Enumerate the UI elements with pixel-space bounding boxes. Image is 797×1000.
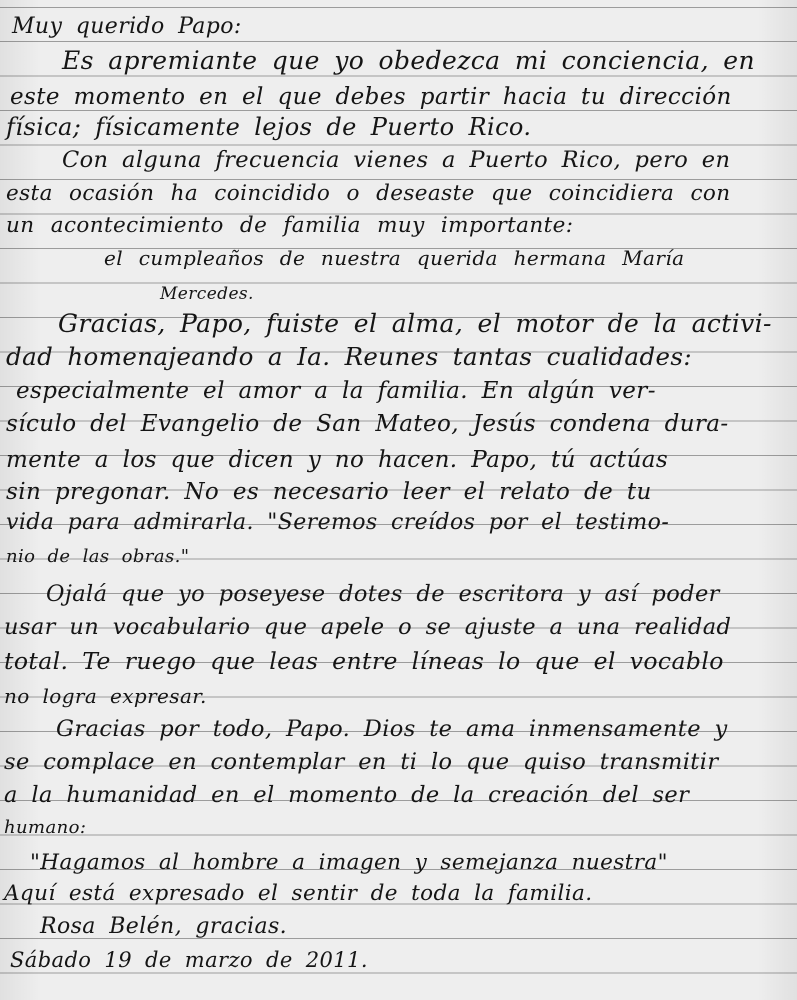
letter-line: Gracias, Papo, fuiste el alma, el motor de la activi- <box>58 309 772 338</box>
letter-line: Aquí está expresado el sentir de toda la familia. <box>4 881 593 906</box>
letter-line: usar un vocabulario que apele o se ajuste a una realidad <box>4 614 732 640</box>
letter-line: esta ocasión ha coincidido o deseaste que coincidiera con <box>6 181 731 206</box>
letter-line: Gracias por todo, Papo. Dios te ama inmensamente y <box>56 716 728 742</box>
letter-line: este momento en el que debes partir hacia tu dirección <box>10 84 732 110</box>
letter-line: un acontecimiento de familia muy importante: <box>6 213 574 238</box>
letter-line: nio de las obras." <box>6 546 190 567</box>
letter-line: se complace en contemplar en ti lo que quiso transmitir <box>4 749 719 775</box>
letter-line: Mercedes. <box>160 284 254 304</box>
letter-line: sin pregonar. No es necesario leer el relato de tu <box>6 479 652 505</box>
letter-date: Sábado 19 de marzo de 2011. <box>10 948 368 972</box>
letter-line: Ojalá que yo poseyese dotes de escritora y así poder <box>46 581 720 607</box>
letter-line: a la humanidad en el momento de la creación del ser <box>4 782 690 808</box>
letter-line: no logra expresar. <box>4 684 207 708</box>
letter-line: humano: <box>4 817 87 838</box>
letter-line: sículo del Evangelio de San Mateo, Jesús condena dura- <box>6 411 729 437</box>
letter-line: el cumpleaños de nuestra querida hermana María <box>104 246 685 270</box>
letter-line: Es apremiante que yo obedezca mi conciencia, en <box>62 46 756 75</box>
letter-line: física; físicamente lejos de Puerto Rico. <box>6 113 532 141</box>
letter-line: dad homenajeando a Ia. Reunes tantas cualidades: <box>6 342 693 371</box>
letter-line: Con alguna frecuencia vienes a Puerto Rico, pero en <box>62 147 731 173</box>
signature-line: Rosa Belén, gracias. <box>40 914 288 939</box>
letter-line: vida para admirarla. "Seremos creídos por el testimo- <box>6 510 670 535</box>
salutation: Muy querido Papo: <box>12 14 242 39</box>
letter-line: especialmente el amor a la familia. En algún ver- <box>16 378 656 404</box>
quotation-line: "Hagamos al hombre a imagen y semejanza nuestra" <box>30 850 668 875</box>
letter-line: total. Te ruego que leas entre líneas lo que el vocablo <box>4 647 724 675</box>
letter-line: mente a los que dicen y no hacen. Papo, tú actúas <box>6 447 669 473</box>
